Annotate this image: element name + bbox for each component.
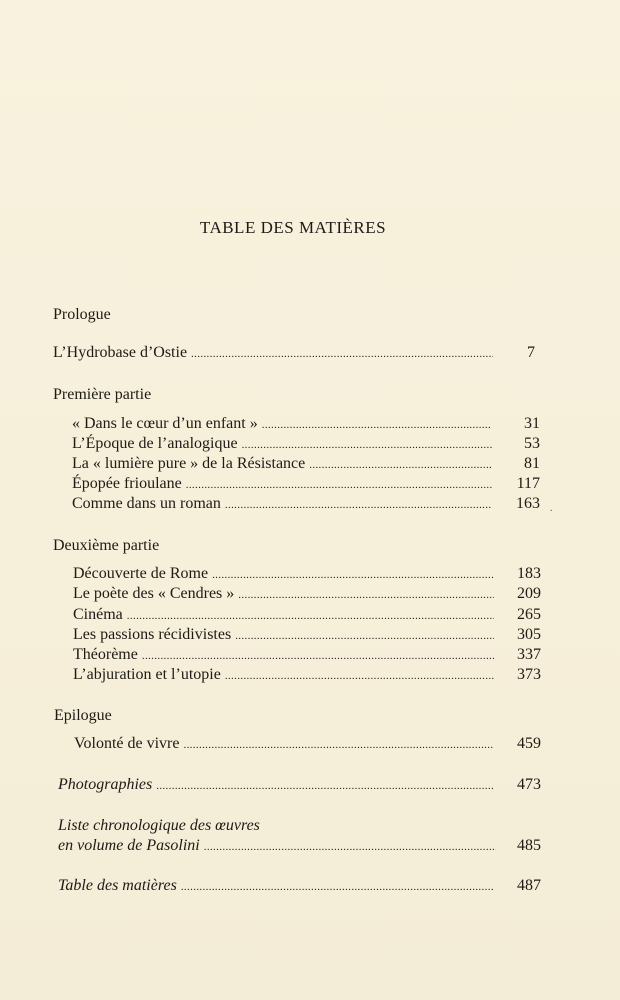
leader-dots	[309, 455, 492, 475]
toc-entry-title: Table des matières	[58, 877, 177, 894]
leader-dots	[127, 606, 494, 626]
toc-entry[interactable]	[73, 584, 541, 604]
toc-entry-liste-chronologique[interactable]	[58, 836, 541, 856]
leader-dots	[191, 344, 493, 364]
toc-entry[interactable]	[72, 494, 540, 514]
toc-entry-page: 81	[524, 455, 540, 472]
section-heading-deuxieme-partie: Deuxième partie	[53, 537, 160, 554]
toc-entry[interactable]	[73, 645, 541, 665]
toc-entry-page: 53	[524, 435, 540, 452]
toc-entry-title-line1: Liste chronologique des œuvres	[58, 817, 260, 834]
toc-entry-page: 209	[517, 585, 541, 602]
toc-entry[interactable]	[72, 474, 540, 494]
leader-dots	[225, 666, 494, 686]
toc-entry-title: L’Époque de l’analogique	[72, 435, 238, 452]
toc-entry-title: L’abjuration et l’utopie	[73, 666, 221, 683]
toc-entry[interactable]	[53, 343, 535, 363]
toc-entry-page: 117	[516, 475, 540, 492]
toc-entry-page: 7	[527, 344, 535, 361]
leader-dots	[204, 837, 496, 857]
toc-entry-title: La « lumière pure » de la Résistance	[72, 455, 306, 472]
leader-dots	[262, 415, 492, 435]
toc-entry-page: 473	[517, 776, 541, 793]
toc-entry-page: 337	[517, 646, 541, 663]
page-title: TABLE DES MATIÈRES	[199, 218, 387, 237]
toc-entry-title: Comme dans un roman	[72, 495, 221, 512]
toc-entry-title: Volonté de vivre	[74, 735, 180, 752]
toc-entry-title: Les passions récidivistes	[73, 626, 232, 643]
toc-entry-title: Cinéma	[73, 606, 123, 623]
leader-dots	[186, 475, 492, 495]
toc-entry-table-des-matieres[interactable]	[58, 876, 541, 896]
toc-entry-title: Le poète des « Cendres »	[73, 585, 235, 602]
leader-dots	[156, 776, 494, 796]
toc-entry-page: 487	[517, 877, 541, 894]
toc-entry[interactable]	[73, 605, 541, 625]
toc-entry[interactable]	[72, 454, 540, 474]
leader-dots	[225, 495, 492, 515]
leader-dots	[142, 646, 494, 666]
stray-dot-mark: .	[550, 503, 553, 514]
leader-dots	[235, 626, 494, 646]
toc-entry-title: Théorème	[73, 646, 138, 663]
leader-dots	[238, 585, 494, 605]
toc-entry-page: 163	[516, 495, 540, 512]
toc-entry-title: Photographies	[58, 776, 153, 793]
toc-entry[interactable]	[72, 414, 540, 434]
leader-dots	[242, 435, 492, 455]
toc-entry-title-line2: en volume de Pasolini	[58, 837, 200, 854]
toc-entry[interactable]	[74, 734, 541, 754]
toc-entry-photographies[interactable]	[58, 775, 541, 795]
toc-entry-page: 485	[517, 837, 541, 854]
toc-entry-title: Épopée frioulane	[72, 475, 182, 492]
toc-entry-page: 265	[517, 606, 541, 623]
toc-entry-title: « Dans le cœur d’un enfant »	[72, 415, 258, 432]
leader-dots	[183, 735, 494, 755]
toc-entry[interactable]	[73, 665, 541, 685]
toc-entry-title: L’Hydrobase d’Ostie	[53, 344, 188, 361]
toc-entry-page: 31	[524, 415, 540, 432]
toc-entry-page: 305	[517, 626, 541, 643]
toc-entry-page: 183	[517, 565, 541, 582]
toc-entry[interactable]	[73, 625, 541, 645]
toc-entry[interactable]	[72, 434, 540, 454]
toc-entry-title: Découverte de Rome	[73, 565, 209, 582]
toc-entry[interactable]	[73, 564, 541, 584]
section-heading-premiere-partie: Première partie	[53, 386, 152, 403]
leader-dots	[212, 565, 494, 585]
toc-entry-page: 373	[517, 666, 541, 683]
leader-dots	[181, 877, 494, 897]
section-heading-prologue: Prologue	[53, 306, 111, 323]
toc-entry-page: 459	[517, 735, 541, 752]
section-heading-epilogue: Epilogue	[54, 707, 112, 724]
